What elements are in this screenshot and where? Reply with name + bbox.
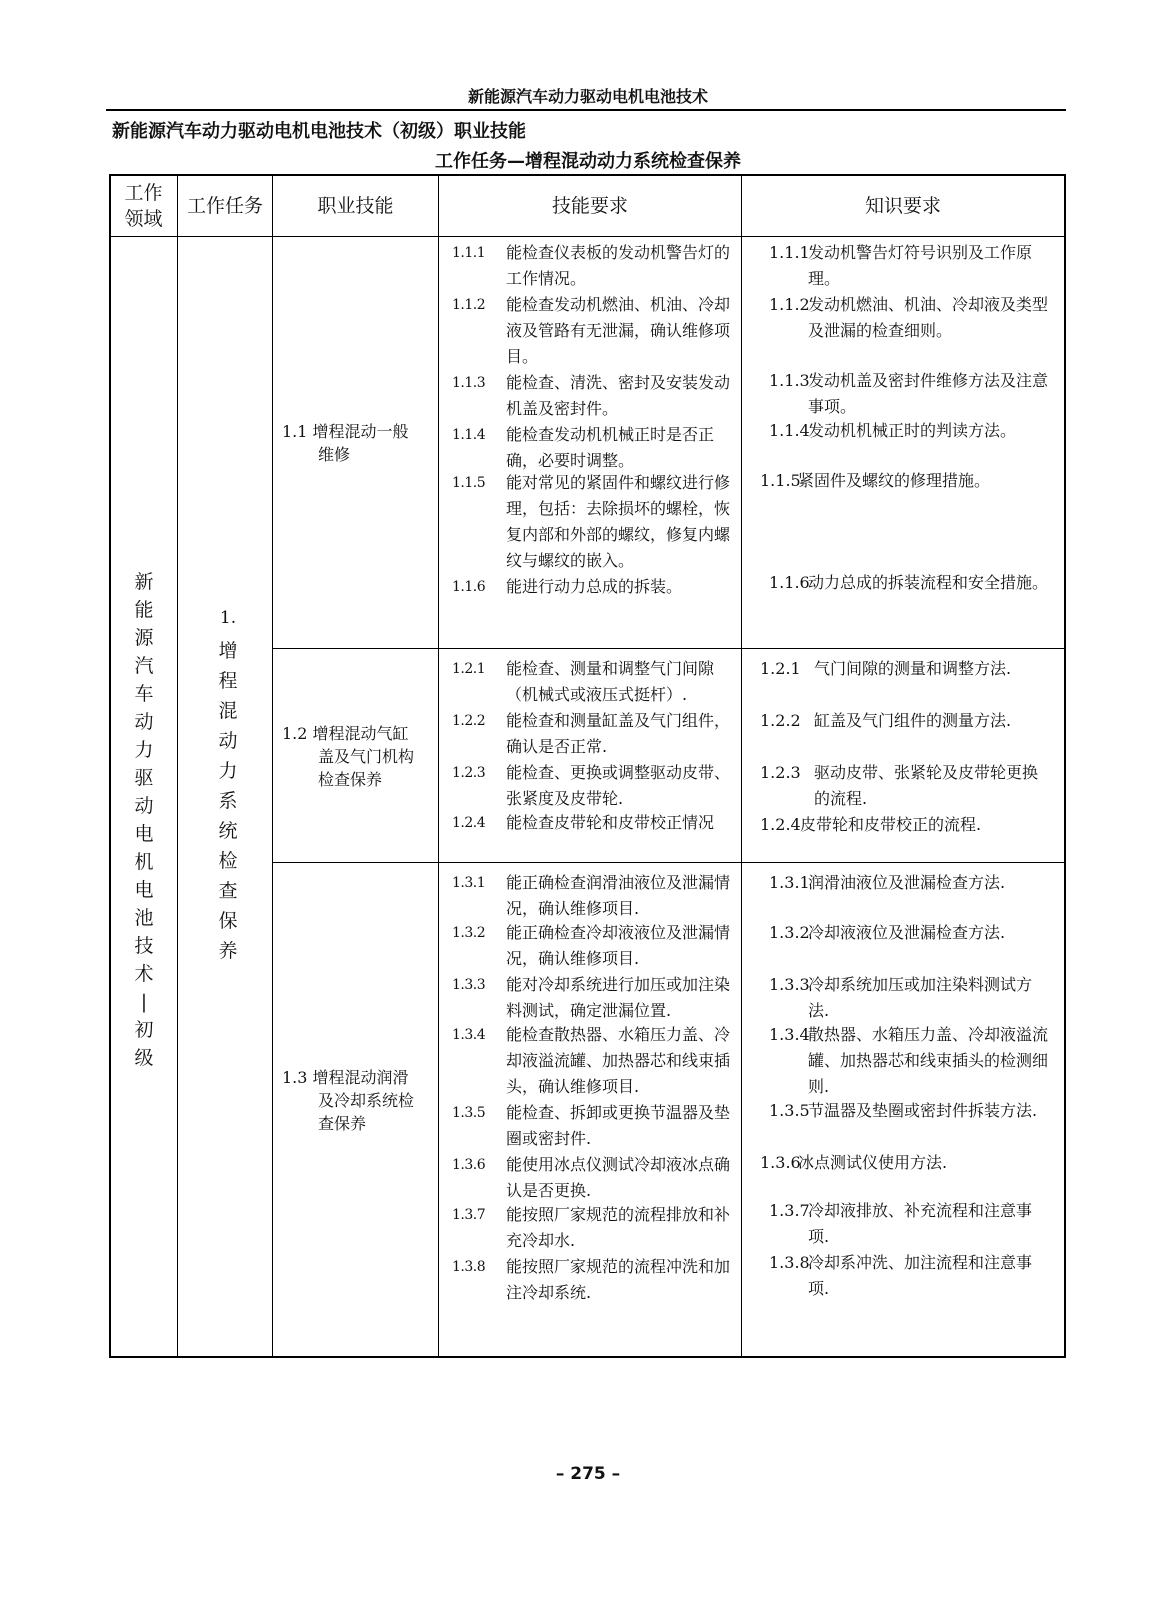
knowledge-text: 缸盖及气门组件的测量方法. xyxy=(814,711,1012,730)
requirement-number: 1.3.1 xyxy=(452,875,486,891)
knowledge-item xyxy=(760,1098,1050,1124)
knowledge-number: 1.2.4 xyxy=(760,815,801,834)
knowledge-item xyxy=(760,1250,1050,1302)
knowledge-text: 动力总成的拆装流程和安全措施。 xyxy=(808,573,1049,592)
requirement-number: 1.2.1 xyxy=(452,661,486,677)
knowledge-text: 发动机机械正时的判读方法。 xyxy=(808,421,1017,440)
section-divider xyxy=(272,862,1066,863)
knowledge-item xyxy=(760,468,1050,494)
knowledge-number: 1.3.6 xyxy=(760,1153,801,1172)
requirement-item xyxy=(452,470,742,574)
requirement-text: 能检查、更换或调整驱动皮带、张紧度及皮带轮. xyxy=(506,763,731,808)
knowledge-item xyxy=(760,972,1050,1024)
knowledge-item xyxy=(760,920,1050,946)
skill-line: 盖及气门机构 xyxy=(318,747,415,766)
knowledge-number: 1.3.5 xyxy=(769,1101,810,1120)
knowledge-number: 1.1.6 xyxy=(769,573,810,592)
knowledge-item xyxy=(760,760,1050,812)
requirement-number: 1.1.6 xyxy=(452,579,486,595)
requirement-item xyxy=(452,422,742,474)
requirement-text: 能检查皮带轮和皮带校正情况 xyxy=(506,813,715,832)
requirement-item xyxy=(452,920,742,972)
knowledge-text: 发动机警告灯符号识别及工作原理。 xyxy=(808,243,1033,288)
knowledge-item xyxy=(760,368,1050,420)
knowledge-item xyxy=(760,1150,1050,1176)
requirement-number: 1.3.4 xyxy=(452,1027,486,1043)
requirement-number: 1.1.2 xyxy=(452,297,486,313)
requirement-text: 能检查、拆卸或更换节温器及垫圈或密封件. xyxy=(506,1103,731,1148)
header-rule xyxy=(106,109,1066,111)
requirement-item xyxy=(452,810,742,836)
knowledge-number: 1.2.3 xyxy=(760,763,801,782)
knowledge-text: 润滑油液位及泄漏检查方法. xyxy=(808,873,1006,892)
skill-line: 维修 xyxy=(318,445,351,464)
requirement-item xyxy=(452,972,742,1024)
skill-line: 查保养 xyxy=(318,1114,367,1133)
requirement-number: 1.1.5 xyxy=(452,475,486,491)
requirement-item xyxy=(452,1152,742,1204)
document-title: 新能源汽车动力驱动电机电池技术（初级）职业技能 xyxy=(112,121,526,142)
requirement-item xyxy=(452,292,742,370)
knowledge-text: 散热器、水箱压力盖、冷却液溢流罐、加热器芯和线束插头的检测细则. xyxy=(808,1025,1049,1096)
skill-cell-1-3 xyxy=(282,1066,434,1135)
knowledge-item xyxy=(760,1022,1050,1100)
knowledge-number: 1.3.2 xyxy=(769,923,810,942)
skill-line: 及冷却系统检 xyxy=(318,1091,415,1110)
column-divider xyxy=(272,174,273,1358)
requirement-item xyxy=(452,708,742,760)
requirement-number: 1.3.8 xyxy=(452,1259,486,1275)
knowledge-number: 1.2.1 xyxy=(760,659,801,678)
skill-line: 1.2 增程混动气缸 xyxy=(282,724,409,743)
skill-line: 1.1 增程混动一般 xyxy=(282,422,409,441)
requirement-number: 1.1.1 xyxy=(452,245,486,261)
work-task-cell: 增 程 混 动 力 系 统 检 查 保 养 xyxy=(218,640,238,962)
requirement-item xyxy=(452,240,742,292)
requirement-text: 能检查、清洗、密封及安装发动机盖及密封件。 xyxy=(506,373,731,418)
section-divider xyxy=(272,648,1066,649)
knowledge-text: 发动机燃油、机油、冷却液及类型及泄漏的检查细则。 xyxy=(808,295,1049,340)
knowledge-text: 冷却系冲洗、加注流程和注意事项. xyxy=(808,1253,1033,1298)
header-skill-requirements: 技能要求 xyxy=(551,195,628,217)
knowledge-text: 冷却液排放、补充流程和注意事项. xyxy=(808,1201,1033,1246)
header-work-task: 工作任务 xyxy=(186,195,263,217)
header-row-divider xyxy=(109,236,1066,237)
knowledge-text: 皮带轮和皮带校正的流程. xyxy=(800,815,982,834)
knowledge-item xyxy=(760,708,1050,734)
page-number: – 275 – xyxy=(555,1464,621,1484)
requirement-number: 1.3.2 xyxy=(452,925,486,941)
header-professional-skill: 职业技能 xyxy=(317,195,394,217)
requirement-text: 能对常见的紧固件和螺纹进行修理，包括：去除损坏的螺栓，恢复内部和外部的螺纹，修复内螺纹与螺纹的嵌入。 xyxy=(506,473,731,570)
task-title: 工作任务—增程混动动力系统检查保养 xyxy=(435,151,741,172)
requirement-item xyxy=(452,656,742,708)
knowledge-number: 1.1.5 xyxy=(760,471,801,490)
requirement-text: 能检查仪表板的发动机警告灯的工作情况。 xyxy=(506,243,731,288)
requirement-number: 1.2.2 xyxy=(452,713,486,729)
work-task-number: 1. xyxy=(219,608,237,628)
knowledge-text: 节温器及垫圈或密封件拆装方法. xyxy=(808,1101,1038,1120)
skill-line: 检查保养 xyxy=(318,770,383,789)
knowledge-text: 发动机盖及密封件维修方法及注意事项。 xyxy=(808,371,1049,416)
requirement-text: 能使用冰点仪测试冷却液冰点确认是否更换. xyxy=(506,1155,731,1200)
requirement-number: 1.3.7 xyxy=(452,1207,486,1223)
knowledge-item xyxy=(760,1198,1050,1250)
requirement-number: 1.2.4 xyxy=(452,815,486,831)
requirement-item xyxy=(452,1022,742,1100)
requirement-number: 1.1.3 xyxy=(452,375,486,391)
requirement-text: 能检查发动机机械正时是否正确，必要时调整。 xyxy=(506,425,715,470)
knowledge-item xyxy=(760,570,1050,596)
header-knowledge-requirements: 知识要求 xyxy=(864,195,941,217)
requirement-number: 1.3.3 xyxy=(452,977,486,993)
requirement-item xyxy=(452,760,742,812)
knowledge-number: 1.1.1 xyxy=(769,243,810,262)
knowledge-number: 1.3.1 xyxy=(769,873,810,892)
column-divider xyxy=(177,174,178,1358)
knowledge-text: 冷却液液位及泄漏检查方法. xyxy=(808,923,1006,942)
requirement-item xyxy=(452,1254,742,1306)
skill-line: 1.3 增程混动润滑 xyxy=(282,1068,409,1087)
knowledge-number: 1.2.2 xyxy=(760,711,801,730)
requirement-item xyxy=(452,574,742,600)
knowledge-number: 1.1.2 xyxy=(769,295,810,314)
work-domain-cell: 新 能 源 汽 车 动 力 驱 动 电 机 电 池 技 术 | 初 级 xyxy=(134,571,154,1069)
knowledge-item xyxy=(760,418,1050,444)
requirement-text: 能按照厂家规范的流程冲洗和加注冷却系统. xyxy=(506,1257,731,1302)
knowledge-item xyxy=(760,870,1050,896)
knowledge-number: 1.1.4 xyxy=(769,421,810,440)
requirement-item xyxy=(452,870,742,922)
requirement-text: 能按照厂家规范的流程排放和补充冷却水. xyxy=(506,1205,731,1250)
knowledge-text: 紧固件及螺纹的修理措施。 xyxy=(798,471,991,490)
knowledge-number: 1.3.3 xyxy=(769,975,810,994)
requirement-text: 能进行动力总成的拆装。 xyxy=(506,577,683,596)
knowledge-text: 冷却系统加压或加注染料测试方法. xyxy=(808,975,1033,1020)
requirement-number: 1.2.3 xyxy=(452,765,486,781)
knowledge-item xyxy=(760,240,1050,292)
knowledge-item xyxy=(760,656,1050,682)
knowledge-number: 1.3.7 xyxy=(769,1201,810,1220)
knowledge-text: 驱动皮带、张紧轮及皮带轮更换的流程. xyxy=(814,763,1039,808)
requirement-text: 能正确检查润滑油液位及泄漏情况，确认维修项目. xyxy=(506,873,731,918)
requirement-text: 能检查和测量缸盖及气门组件，确认是否正常. xyxy=(506,711,731,756)
knowledge-number: 1.3.4 xyxy=(769,1025,810,1044)
requirement-number: 1.1.4 xyxy=(452,427,486,443)
requirement-number: 1.3.6 xyxy=(452,1157,486,1173)
requirement-item xyxy=(452,1100,742,1152)
knowledge-item xyxy=(760,292,1050,344)
requirement-number: 1.3.5 xyxy=(452,1105,486,1121)
running-header: 新能源汽车动力驱动电机电池技术 xyxy=(467,87,708,106)
requirement-text: 能检查发动机燃油、机油、冷却液及管路有无泄漏，确认维修项目。 xyxy=(506,295,731,366)
requirement-text: 能检查、测量和调整气门间隙（机械式或液压式挺杆）. xyxy=(506,659,715,704)
knowledge-item xyxy=(760,812,1050,838)
skill-cell-1-2 xyxy=(282,722,434,791)
header-work-domain: 工作 领域 xyxy=(124,182,163,230)
skill-cell-1-1 xyxy=(282,420,434,466)
knowledge-number: 1.1.3 xyxy=(769,371,810,390)
knowledge-text: 冰点测试仪使用方法. xyxy=(798,1153,948,1172)
knowledge-text: 气门间隙的测量和调整方法. xyxy=(814,659,1012,678)
requirement-text: 能正确检查冷却液液位及泄漏情况，确认维修项目. xyxy=(506,923,731,968)
column-divider xyxy=(438,174,439,1358)
requirement-item xyxy=(452,1202,742,1254)
requirement-text: 能对冷却系统进行加压或加注染料测试，确定泄漏位置. xyxy=(506,975,731,1020)
requirement-text: 能检查散热器、水箱压力盖、冷却液溢流罐、加热器芯和线束插头，确认维修项目. xyxy=(506,1025,731,1096)
requirement-item xyxy=(452,370,742,422)
knowledge-number: 1.3.8 xyxy=(769,1253,810,1272)
